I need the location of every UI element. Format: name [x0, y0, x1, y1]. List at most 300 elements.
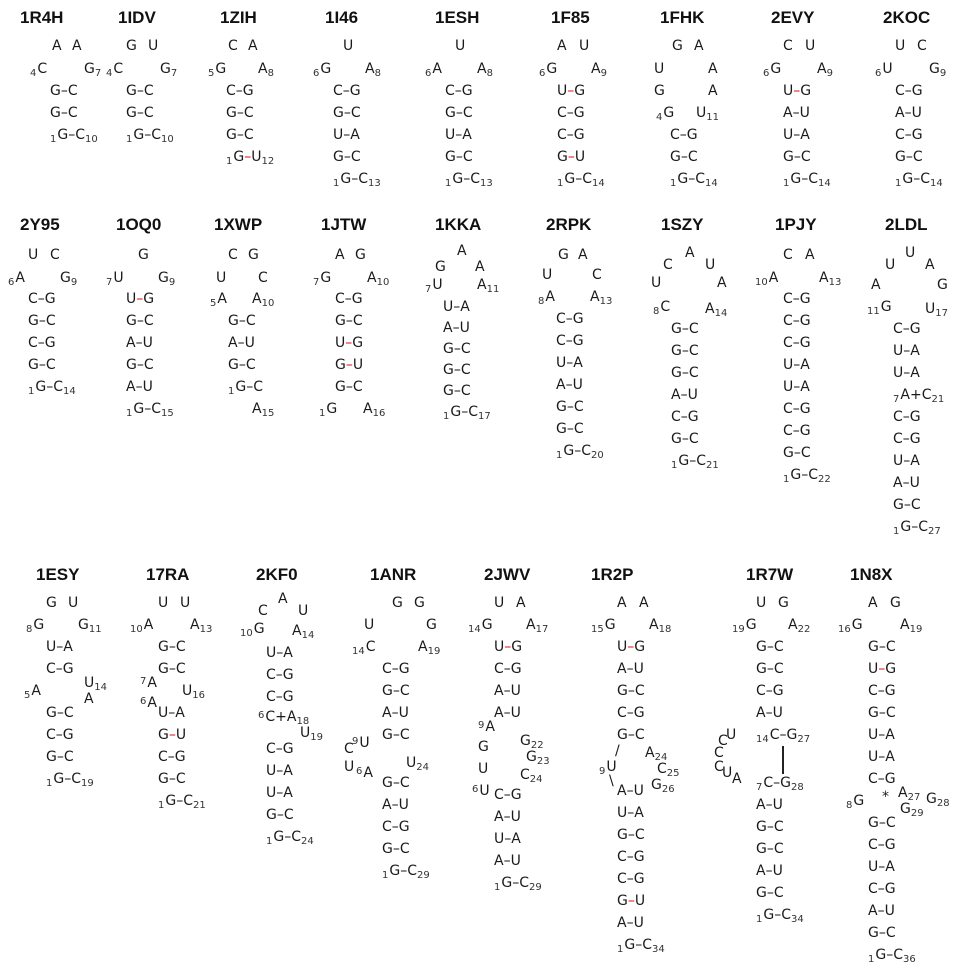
nucleotide: C	[582, 171, 593, 187]
residue-number: 14	[756, 734, 769, 745]
nucleotide: G	[875, 947, 887, 963]
bond: –	[238, 313, 246, 329]
bond: –	[779, 727, 787, 743]
nucleotide-letter: A	[768, 270, 779, 286]
bond: –	[392, 775, 400, 791]
nucleotide-letter: U	[905, 245, 916, 261]
nucleotide-letter: G	[60, 270, 71, 286]
nucleotide: C	[28, 291, 38, 307]
nucleotide	[783, 38, 793, 54]
bond: –	[345, 379, 353, 395]
bond: –	[136, 105, 144, 121]
nucleotide: G	[780, 775, 792, 791]
bond: –	[56, 705, 64, 721]
nucleotide-letter: A	[335, 247, 345, 263]
nucleotide: C	[382, 819, 392, 835]
base-pair	[756, 727, 810, 748]
residue-number: 1	[617, 944, 624, 955]
nucleotide: C	[617, 871, 627, 887]
nucleotide-letter: U	[28, 247, 39, 263]
nucleotide	[356, 765, 373, 783]
nucleotide: C	[333, 83, 343, 99]
nucleotide: C	[470, 171, 481, 187]
nucleotide-letter: A	[805, 247, 815, 263]
nucleotide	[148, 38, 158, 54]
base-pair	[868, 881, 896, 897]
base-pair	[670, 127, 698, 143]
structure-title: 1IDV	[118, 8, 156, 27]
nucleotide: A	[460, 299, 470, 315]
nucleotide-letter: G	[663, 105, 675, 121]
bond: –	[276, 785, 284, 801]
base-pair	[783, 105, 810, 121]
nucleotide: G	[895, 149, 906, 165]
nucleotide: G	[382, 727, 393, 743]
nucleotide: G	[57, 127, 69, 143]
nucleotide: C	[769, 727, 780, 743]
bond: –	[877, 683, 885, 699]
bond: –	[902, 321, 910, 337]
base-pair	[893, 497, 921, 513]
bond: –	[878, 727, 886, 743]
residue-number: 14	[714, 308, 728, 319]
nucleotide: G	[46, 749, 57, 765]
nucleotide-letter: A	[708, 83, 718, 99]
residue-number: 7	[140, 676, 147, 687]
base-pair	[50, 105, 78, 121]
bond: –	[37, 335, 45, 351]
nucleotide: C	[783, 291, 793, 307]
nucleotide: U	[634, 893, 646, 909]
base-pair	[333, 149, 361, 165]
nucleotide	[258, 270, 268, 286]
bond: –	[765, 863, 773, 879]
nucleotide	[755, 270, 778, 288]
residue-number: 16	[372, 408, 386, 419]
nucleotide	[656, 105, 674, 123]
nucleotide: C	[687, 149, 698, 165]
base-pair	[158, 749, 186, 765]
nucleotide: A	[800, 127, 810, 143]
base-pair	[126, 335, 153, 351]
nucleotide: A	[126, 335, 136, 351]
nucleotide: C	[696, 453, 707, 469]
nucleotide: C	[291, 829, 302, 845]
residue-number: 11	[706, 112, 719, 123]
residue-number: 36	[903, 954, 916, 965]
nucleotide: C	[783, 401, 793, 417]
nucleotide	[696, 105, 719, 126]
nucleotide	[805, 38, 815, 54]
nucleotide: C	[151, 127, 162, 143]
wobble-bond: –	[504, 639, 512, 655]
base-pair	[783, 467, 831, 488]
bond: –	[765, 683, 773, 699]
nucleotide: C	[800, 149, 811, 165]
nucleotide-letter: *	[882, 789, 889, 805]
bond: –	[56, 749, 64, 765]
bond: –	[626, 871, 634, 887]
base-pair	[756, 639, 784, 655]
bond: –	[574, 443, 582, 459]
nucleotide	[694, 38, 704, 54]
nucleotide	[298, 603, 308, 619]
bond: –	[503, 661, 511, 677]
nucleotide: C	[893, 409, 903, 425]
nucleotide: U	[175, 727, 187, 743]
base-pair	[335, 357, 363, 373]
bond: –	[463, 171, 471, 187]
base-pair	[893, 409, 921, 425]
bond: –	[275, 667, 283, 683]
nucleotide	[726, 727, 736, 743]
nucleotide: C	[688, 365, 699, 381]
nucleotide: A	[283, 785, 293, 801]
structure-title: 1PJY	[775, 215, 817, 234]
nucleotide-letter: A	[147, 675, 157, 691]
nucleotide: C	[573, 399, 584, 415]
nucleotide-letter: C	[50, 247, 60, 263]
base-pair	[494, 661, 522, 677]
nucleotide-letter: U	[494, 595, 505, 611]
nucleotide: U	[46, 639, 57, 655]
base-pair	[617, 871, 645, 887]
nucleotide-letter: A	[278, 591, 288, 607]
nucleotide-letter: G	[46, 595, 57, 611]
base-pair	[228, 335, 255, 351]
base-pair	[333, 171, 381, 192]
base-pair	[335, 379, 363, 395]
nucleotide: C	[460, 362, 471, 378]
nucleotide	[252, 291, 274, 312]
nucleotide-letter: C	[718, 733, 728, 749]
base-pair	[266, 785, 293, 801]
residue-number: 6	[258, 710, 265, 721]
nucleotide: G	[799, 335, 811, 351]
nucleotide: C	[460, 383, 471, 399]
nucleotide: U	[557, 83, 568, 99]
base-pair	[670, 171, 718, 192]
base-pair	[266, 807, 294, 823]
nucleotide: C	[382, 661, 392, 677]
nucleotide	[50, 247, 60, 263]
residue-number: 26	[661, 784, 675, 795]
base-pair	[868, 749, 895, 765]
nucleotide: C	[781, 907, 792, 923]
nucleotide-letter: A	[639, 595, 649, 611]
bond: –	[176, 793, 184, 809]
base-pair	[50, 127, 98, 148]
nucleotide-letter: A	[15, 270, 25, 286]
nucleotide-letter: C	[660, 299, 671, 315]
nucleotide	[579, 38, 589, 54]
nucleotide: G	[382, 775, 393, 791]
nucleotide: C	[143, 357, 154, 373]
nucleotide: U	[574, 149, 586, 165]
nucleotide	[472, 783, 490, 801]
nucleotide-letter: G	[435, 259, 446, 275]
nucleotide-letter: G	[880, 299, 892, 315]
base-pair	[494, 787, 522, 803]
bond: –	[343, 105, 351, 121]
residue-number: 8	[653, 306, 660, 317]
base-pair	[893, 475, 920, 491]
nucleotide-letter: A	[217, 291, 227, 307]
bond: –	[345, 313, 353, 329]
bond: –	[136, 357, 144, 373]
bond: –	[793, 379, 801, 395]
nucleotide-letter: A	[788, 617, 798, 633]
bond: –	[793, 127, 801, 143]
base-pair	[333, 127, 360, 143]
nucleotide	[705, 301, 727, 322]
nucleotide	[84, 691, 94, 707]
nucleotide-letter: U	[148, 38, 159, 54]
bond: –	[454, 83, 462, 99]
nucleotide: A	[617, 783, 627, 799]
bond: –	[235, 83, 243, 99]
nucleotide: A	[893, 475, 903, 491]
nucleotide-letter: A	[477, 61, 487, 77]
nucleotide-letter: U	[216, 270, 227, 286]
base-pair	[382, 661, 410, 677]
bond: –	[135, 335, 143, 351]
nucleotide-letter: A	[367, 270, 377, 286]
nucleotide	[756, 595, 766, 611]
base-pair	[28, 379, 76, 400]
nucleotide	[516, 595, 526, 611]
wobble-bond: –	[878, 661, 886, 677]
bond: –	[903, 343, 911, 359]
residue-number: 1	[671, 460, 678, 471]
nucleotide: C	[642, 937, 653, 953]
bond: –	[911, 519, 919, 535]
residue-number: 23	[536, 756, 550, 767]
residue-number: 8	[538, 296, 545, 307]
nucleotide: G	[282, 667, 294, 683]
nucleotide: C	[910, 497, 921, 513]
nucleotide: C	[670, 127, 680, 143]
bond: –	[886, 947, 894, 963]
bond: –	[681, 431, 689, 447]
nucleotide: G	[165, 793, 177, 809]
bond: –	[913, 171, 921, 187]
nucleotide: G	[35, 379, 47, 395]
nucleotide: G	[563, 443, 575, 459]
nucleotide	[364, 617, 374, 633]
structure-title: 1ESH	[435, 8, 480, 27]
nucleotide: C	[175, 661, 186, 677]
base-pair	[783, 379, 810, 395]
bond: –	[905, 149, 913, 165]
nucleotide: C	[63, 705, 74, 721]
nucleotide-letter: U	[298, 603, 309, 619]
base-pair	[382, 775, 410, 791]
nucleotide: G	[633, 849, 645, 865]
nucleotide	[344, 759, 354, 775]
nucleotide	[538, 289, 555, 307]
residue-number: 9	[352, 736, 359, 747]
nucleotide: U	[617, 639, 628, 655]
nucleotide-letter: G	[215, 61, 227, 77]
nucleotide: U	[333, 127, 344, 143]
nucleotide-letter: U	[478, 761, 489, 777]
nucleotide	[455, 38, 465, 54]
wobble-bond: –	[567, 83, 575, 99]
wobble-bond: –	[244, 149, 252, 165]
base-pair	[443, 299, 470, 315]
nucleotide: G	[900, 519, 912, 535]
nucleotide-letter: C	[258, 270, 268, 286]
structure-title: 2KF0	[256, 565, 298, 584]
nucleotide: G	[763, 907, 775, 923]
nucleotide: C	[460, 341, 471, 357]
residue-number: 21	[706, 460, 719, 471]
bond: –	[689, 453, 697, 469]
nucleotide: U	[783, 379, 794, 395]
nucleotide: C	[67, 105, 78, 121]
nucleotide: C	[783, 313, 793, 329]
structure-title: 2LDL	[885, 215, 928, 234]
nucleotide	[106, 61, 123, 79]
nucleotide	[457, 243, 467, 259]
nucleotide: G	[501, 875, 513, 891]
nucleotide-letter: A	[475, 259, 485, 275]
bond: –	[237, 335, 245, 351]
nucleotide: A	[756, 797, 766, 813]
nucleotide: C	[617, 849, 627, 865]
base-pair	[895, 171, 943, 192]
nucleotide-letter: A	[485, 719, 495, 735]
base-pair	[266, 645, 293, 661]
nucleotide	[478, 739, 489, 755]
nucleotide	[925, 301, 948, 322]
nucleotide: A	[494, 853, 504, 869]
nucleotide: C	[494, 787, 504, 803]
nucleotide-letter: A	[649, 617, 659, 633]
residue-number: 15	[261, 408, 275, 419]
nucleotide: C	[63, 749, 74, 765]
base-pair	[46, 771, 94, 792]
bond: –	[135, 379, 143, 395]
nucleotide	[708, 61, 718, 77]
base-pair	[868, 771, 896, 787]
nucleotide-letter: A	[52, 38, 62, 54]
base-pair	[868, 661, 896, 677]
base-pair	[557, 127, 585, 143]
nucleotide-letter: A	[84, 691, 94, 707]
nucleotide	[418, 639, 440, 660]
residue-number: 24	[416, 762, 429, 773]
nucleotide	[180, 595, 190, 611]
bond: –	[55, 727, 63, 743]
wobble-bond: –	[345, 335, 353, 351]
nucleotide: G	[443, 383, 454, 399]
nucleotide: U	[251, 149, 262, 165]
nucleotide: G	[443, 362, 454, 378]
nucleotide-letter: U	[68, 595, 79, 611]
nucleotide: C	[462, 105, 473, 121]
nucleotide: C	[358, 171, 369, 187]
base-pair	[756, 797, 783, 813]
base-pair	[46, 661, 74, 677]
nucleotide: C	[445, 83, 455, 99]
bond: –	[453, 362, 461, 378]
base-pair	[756, 885, 784, 901]
nucleotide	[248, 247, 259, 263]
nucleotide: C	[895, 83, 905, 99]
nucleotide: U	[868, 749, 879, 765]
nucleotide-letter: G	[890, 595, 901, 611]
base-pair	[617, 915, 644, 931]
structure-title: 1ANR	[370, 565, 417, 584]
nucleotide: G	[226, 127, 237, 143]
nucleotide: G	[352, 335, 364, 351]
nucleotide	[46, 595, 57, 611]
residue-number: 13	[828, 277, 842, 288]
nucleotide: C	[885, 705, 896, 721]
residue-number: 10	[261, 298, 275, 309]
nucleotide-letter: U	[343, 38, 354, 54]
nucleotide: A	[868, 903, 878, 919]
nucleotide: C	[245, 357, 256, 373]
nucleotide: A	[783, 105, 793, 121]
nucleotide: G	[686, 127, 698, 143]
nucleotide-letter: A	[363, 401, 373, 417]
bond: –	[461, 404, 469, 420]
nucleotide-letter: C	[37, 61, 48, 77]
nucleotide	[900, 617, 922, 638]
base-pair	[226, 127, 254, 143]
nucleotide: A	[350, 127, 360, 143]
base-pair	[158, 771, 186, 787]
nucleotide	[392, 595, 403, 611]
nucleotide	[158, 270, 175, 291]
nucleotide-letter: A	[685, 245, 695, 261]
nucleotide	[367, 270, 389, 291]
nucleotide: A	[800, 379, 810, 395]
bond: –	[566, 355, 574, 371]
nucleotide	[68, 595, 78, 611]
residue-number: 27	[797, 734, 811, 745]
base-pair	[126, 127, 174, 148]
nucleotide-letter: A	[705, 301, 715, 317]
nucleotide: G	[572, 333, 584, 349]
bond: –	[392, 841, 400, 857]
nucleotide: U	[893, 343, 904, 359]
bond: –	[400, 863, 408, 879]
base-pair	[617, 827, 645, 843]
nucleotide: G	[756, 885, 767, 901]
nucleotide: G	[617, 827, 628, 843]
nucleotide: C	[868, 683, 878, 699]
bond: –	[168, 661, 176, 677]
nucleotide	[846, 793, 864, 811]
residue-number: 14	[63, 386, 76, 397]
nucleotide: G	[382, 841, 393, 857]
structure-title: 1N8X	[850, 565, 893, 584]
bond: –	[681, 343, 689, 359]
structure-title: 1ESY	[36, 565, 80, 584]
bond: –	[878, 815, 886, 831]
nucleotide-letter: A	[578, 247, 588, 263]
nucleotide-letter: C	[917, 38, 927, 54]
bond: –	[774, 907, 782, 923]
nucleotide: A	[511, 831, 521, 847]
residue-number: 10	[240, 628, 253, 639]
nucleotide: U	[772, 797, 783, 813]
residue-number: 1	[228, 386, 235, 397]
